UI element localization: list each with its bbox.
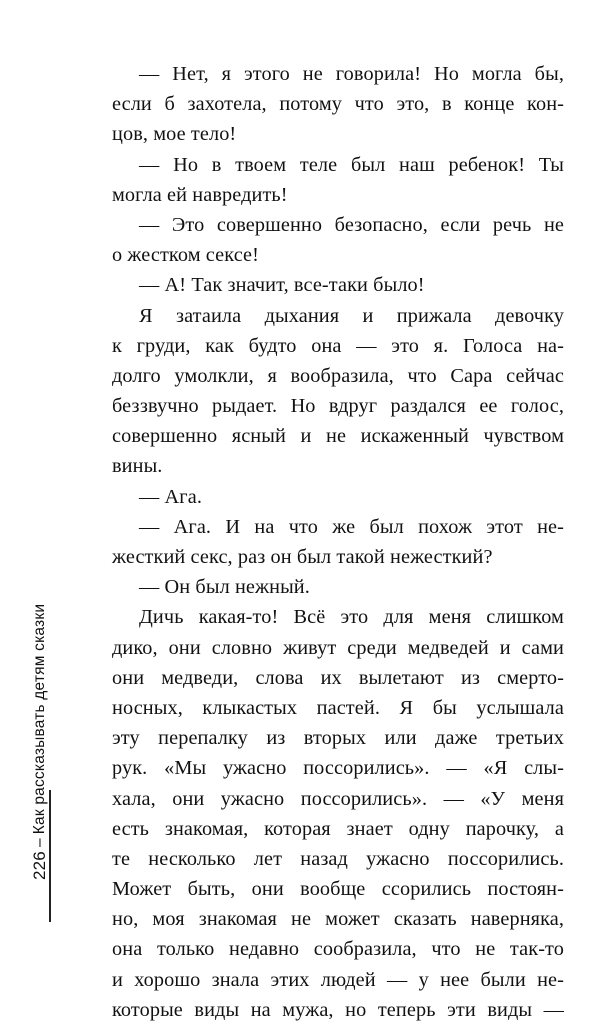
running-head-separator: – [31,838,48,848]
text-line: цов, мое тело! [112,123,237,146]
text-line: — Нет, я этого не говорила! Но могла бы, [139,63,564,85]
page-number: 226 [30,851,49,880]
text-line: вины. [112,455,163,478]
text-line: — Ага. И на что же был похож этот не- [139,515,564,538]
text-line: — А! Так значит, все-таки было! [139,274,425,297]
text-line: о жестком сексе! [112,244,260,267]
text-line: дико, они словно живут среди медведей и сами [112,636,564,659]
text-line: эту перепалку из вторых или даже третьих [112,727,564,750]
text-line: — Ага. [139,485,202,508]
text-line: но, моя знакомая не может сказать наверняка, [112,908,564,931]
running-head [30,604,50,880]
text-line: носных, клыкастых пастей. Я бы услышала [112,696,564,719]
book-title: Как рассказывать детям сказки [31,603,48,835]
text-line: и хорошо знала этих людей — у нее были не- [112,968,564,991]
text-line: — Это совершенно безопасно, если речь не [139,213,564,236]
text-line: долго умолкли, я вообразила, что Сара сейчас [112,364,564,387]
text-line: которые виды на мужа, но теперь эти виды — [112,998,564,1021]
text-line: если б захотела, потому что это, в конце кон- [112,93,564,116]
text-line: Я затаила дыхания и прижала девочку [139,304,564,327]
text-line: есть знакомая, которая знает одну парочку, а [112,817,564,840]
text-line: могла ей навредить! [112,183,288,206]
text-line: хала, они ужасно поссорились». — «У меня [112,787,564,810]
text-line: они медведи, слова их вылетают из смерто- [112,666,564,689]
text-line: совершенно ясный и не искаженный чувством [112,425,564,448]
text-line: беззвучно рыдает. Но вдруг раздался ее голос, [112,395,564,418]
text-line: рук. «Мы ужасно поссорились». — «Я слы- [112,757,564,780]
text-line: Может быть, они вообще ссорились постоян- [112,878,564,901]
text-line: жесткий секс, раз он был такой нежесткий? [112,546,493,568]
margin-rule [49,790,51,922]
text-line: — Но в твоем теле был наш ребенок! Ты [139,153,564,176]
text-line: — Он был нежный. [139,576,310,599]
text-line: те несколько лет назад ужасно поссорились. [112,847,564,870]
text-line: к груди, как будто она — это я. Голоса на- [112,334,564,357]
text-line: она только недавно сообразила, что не так-то [112,938,564,961]
text-line: Дичь какая-то! Всё это для меня слишком [139,606,564,629]
body-text [112,59,564,1025]
